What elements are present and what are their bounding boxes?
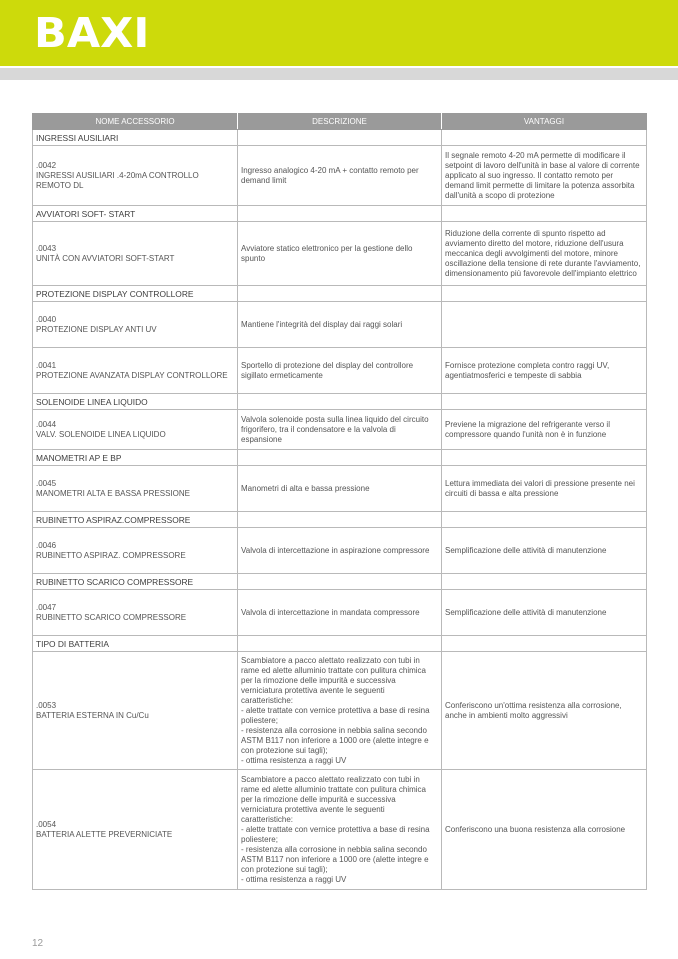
empty-cell <box>238 574 442 590</box>
header-band <box>0 0 678 66</box>
accessory-name: BATTERIA ESTERNA IN Cu/Cu <box>36 710 149 720</box>
section-row <box>33 394 647 410</box>
table-row <box>33 410 647 450</box>
accessory-code: .0045 <box>36 478 57 488</box>
empty-cell <box>442 574 647 590</box>
description-cell: Avviatore statico elettronico per la gestione dello spunto <box>238 222 442 286</box>
benefits-cell <box>442 302 647 348</box>
accessory-code: .0053 <box>36 700 57 710</box>
table-row <box>33 590 647 636</box>
section-row <box>33 286 647 302</box>
accessory-name-cell <box>33 770 238 890</box>
accessory-name-cell <box>33 590 238 636</box>
accessory-code: .0044 <box>36 419 57 429</box>
header-divider <box>0 68 678 80</box>
benefits-cell: Previene la migrazione del refrigerante verso il compressore quando l'unità non è in funzione <box>442 410 647 450</box>
description-cell: Valvola di intercettazione in aspirazione compressore <box>238 528 442 574</box>
accessory-name: INGRESSI AUSILIARI .4-20mA CONTROLLO REMOTO DL <box>36 170 199 190</box>
table-row <box>33 222 647 286</box>
table-row <box>33 348 647 394</box>
benefits-cell: Fornisce protezione completa contro raggi UV, agentiatmosferici e tempeste di sabbia <box>442 348 647 394</box>
section-title: MANOMETRI AP E BP <box>33 450 238 466</box>
table-row <box>33 770 647 890</box>
accessory-name-cell <box>33 652 238 770</box>
description-cell: Ingresso analogico 4-20 mA + contatto remoto per demand limit <box>238 146 442 206</box>
section-title: INGRESSI AUSILIARI <box>33 130 238 146</box>
accessory-name: RUBINETTO SCARICO COMPRESSORE <box>36 612 187 622</box>
description-cell: Sportello di protezione del display del controllore sigillato ermeticamente <box>238 348 442 394</box>
table-row <box>33 528 647 574</box>
accessory-name: VALV. SOLENOIDE LINEA LIQUIDO <box>36 429 166 439</box>
header-nome-accessorio: NOME ACCESSORIO <box>33 114 238 130</box>
accessory-name-cell <box>33 348 238 394</box>
benefits-cell: Semplificazione delle attività di manutenzione <box>442 590 647 636</box>
description-cell: Scambiatore a pacco alettato realizzato con tubi in rame ed alette alluminio trattate con pulitura chimica per la rimozione delle impurità e successiva verniciatura protettiva avente le seguenti caratteristiche: - alette trattate con vernice protettiva a base di resina poliestere; - resistenza alla corrosione in nebbia salina secondo ASTM B117 non inferiore a 1000 ore (alette integre e con protezione sui tagli); - ottima resistenza a raggi UV <box>238 770 442 890</box>
empty-cell <box>442 450 647 466</box>
header-descrizione: DESCRIZIONE <box>238 114 442 130</box>
accessory-name-cell <box>33 222 238 286</box>
section-row <box>33 636 647 652</box>
section-title: RUBINETTO SCARICO COMPRESSORE <box>33 574 238 590</box>
empty-cell <box>442 206 647 222</box>
accessory-name: RUBINETTO ASPIRAZ. COMPRESSORE <box>36 550 186 560</box>
accessory-code: .0054 <box>36 819 57 829</box>
accessories-table <box>32 113 647 890</box>
section-title: TIPO DI BATTERIA <box>33 636 238 652</box>
table-row <box>33 652 647 770</box>
accessory-name-cell <box>33 302 238 348</box>
accessory-name-cell <box>33 410 238 450</box>
empty-cell <box>442 636 647 652</box>
benefits-cell: Lettura immediata dei valori di pressione presente nei circuiti di bassa e alta pressione <box>442 466 647 512</box>
section-title: RUBINETTO ASPIRAZ.COMPRESSORE <box>33 512 238 528</box>
page-number: 12 <box>32 938 44 949</box>
section-title: AVVIATORI SOFT- START <box>33 206 238 222</box>
empty-cell <box>442 130 647 146</box>
section-title: SOLENOIDE LINEA LIQUIDO <box>33 394 238 410</box>
empty-cell <box>238 512 442 528</box>
description-cell: Manometri di alta e bassa pressione <box>238 466 442 512</box>
accessory-code: .0042 <box>36 160 57 170</box>
accessory-name-cell <box>33 466 238 512</box>
section-row <box>33 574 647 590</box>
accessory-code: .0040 <box>36 314 57 324</box>
accessory-name-cell <box>33 146 238 206</box>
table-row <box>33 466 647 512</box>
description-cell: Valvola solenoide posta sulla linea liquido del circuito frigorifero, tra il condensatore e la valvola di espansione <box>238 410 442 450</box>
empty-cell <box>442 512 647 528</box>
empty-cell <box>238 130 442 146</box>
benefits-cell: Conferiscono una buona resistenza alla corrosione <box>442 770 647 890</box>
benefits-cell: Conferiscono un'ottima resistenza alla corrosione, anche in ambienti molto aggressivi <box>442 652 647 770</box>
accessory-code: .0043 <box>36 243 57 253</box>
section-row <box>33 206 647 222</box>
benefits-cell: Semplificazione delle attività di manutenzione <box>442 528 647 574</box>
accessory-code: .0046 <box>36 540 57 550</box>
benefits-cell: Il segnale remoto 4-20 mA permette di modificare il setpoint di lavoro dell'unità in base al valore di corrente applicato al suo ingresso. Il contatto remoto per demand limit permette di limitare la potenza assorbita dall'unità a scopo di protezione <box>442 146 647 206</box>
table-body <box>33 130 647 890</box>
accessory-code: .0041 <box>36 360 57 370</box>
empty-cell <box>442 286 647 302</box>
section-row <box>33 130 647 146</box>
empty-cell <box>238 636 442 652</box>
accessory-name: PROTEZIONE DISPLAY ANTI UV <box>36 324 157 334</box>
table-row <box>33 146 647 206</box>
header-vantaggi: VANTAGGI <box>442 114 647 130</box>
description-cell: Valvola di intercettazione in mandata compressore <box>238 590 442 636</box>
section-row <box>33 512 647 528</box>
empty-cell <box>238 450 442 466</box>
description-cell: Scambiatore a pacco alettato realizzato con tubi in rame ed alette alluminio trattate con pulitura chimica per la rimozione delle impurità e successiva verniciatura protettiva avente le seguenti caratteristiche: - alette trattate con vernice protettiva a base di resina poliestere; - resistenza alla corrosione in nebbia salina secondo ASTM B117 non inferiore a 1000 ore (alette integre e con protezione sui tagli); - ottima resistenza a raggi UV <box>238 652 442 770</box>
empty-cell <box>238 286 442 302</box>
baxi-logo: BAXI <box>34 9 150 57</box>
benefits-cell: Riduzione della corrente di spunto rispetto ad avviamento diretto del motore, riduzione dell'usura meccanica degli avvolgimenti del motore, minore oscillazione della tensione di rete durante l'avviamento, dimensionamento più favorevole dell'impianto elettrico <box>442 222 647 286</box>
accessory-name: PROTEZIONE AVANZATA DISPLAY CONTROLLORE <box>36 370 228 380</box>
section-row <box>33 450 647 466</box>
accessory-name: BATTERIA ALETTE PREVERNICIATE <box>36 829 173 839</box>
table-header-row <box>33 114 647 130</box>
empty-cell <box>238 206 442 222</box>
table-row <box>33 302 647 348</box>
accessory-code: .0047 <box>36 602 57 612</box>
empty-cell <box>442 394 647 410</box>
accessory-name: MANOMETRI ALTA E BASSA PRESSIONE <box>36 488 190 498</box>
accessory-name: UNITÀ CON AVVIATORI SOFT-START <box>36 253 175 263</box>
empty-cell <box>238 394 442 410</box>
section-title: PROTEZIONE DISPLAY CONTROLLORE <box>33 286 238 302</box>
accessory-name-cell <box>33 528 238 574</box>
description-cell: Mantiene l'integrità del display dai raggi solari <box>238 302 442 348</box>
